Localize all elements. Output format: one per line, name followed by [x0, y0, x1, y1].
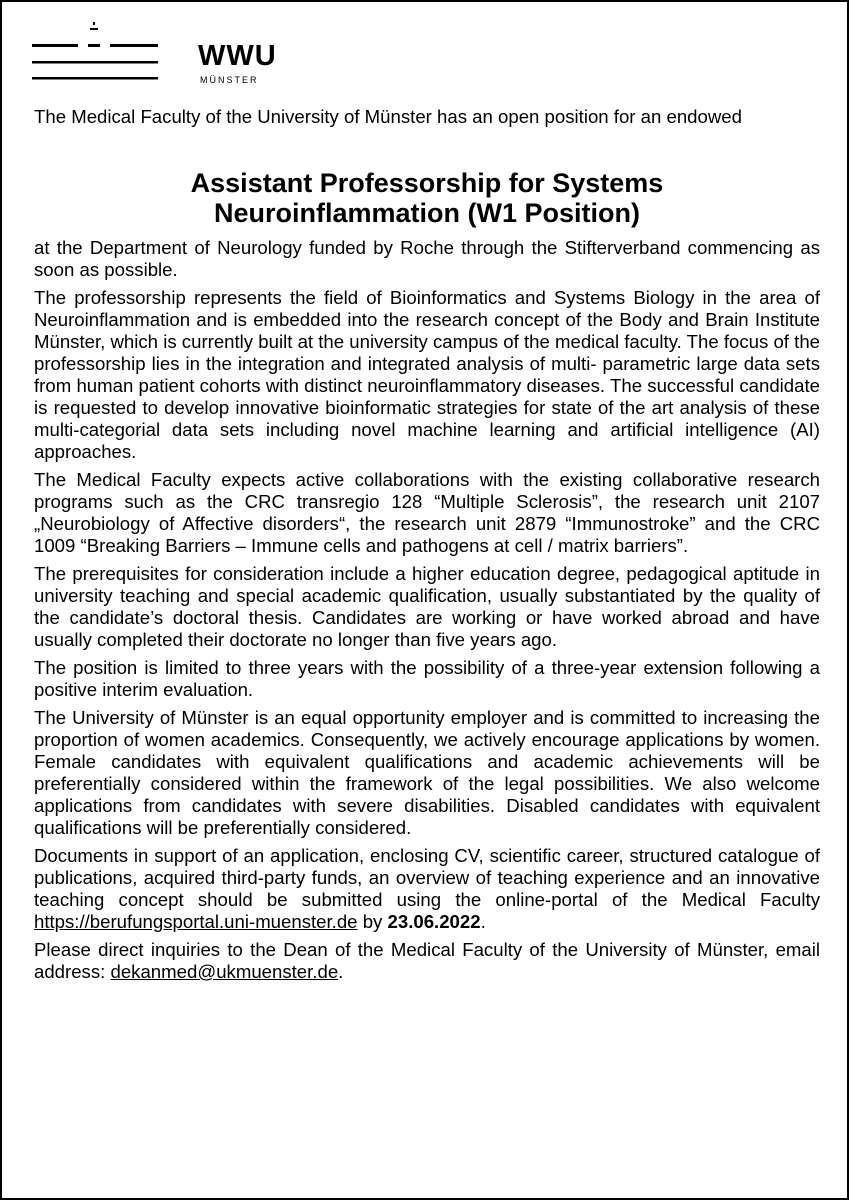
paragraph-application: [34, 845, 820, 933]
paragraph-field: The professorship represents the field of Bioinformatics and Systems Biology in the area of Neuroinflammation and is embedded into the research concept of the Body and Brain Institute Münster, which is currently built at the university campus of the medical faculty. The focus of the professorship lies in the integration and integrated analysis of multi- parametric large data sets from human patient cohorts with distinct neuroinflammatory diseases. The successful candidate is requested to develop innovative bioinformatic strategies for state of the art analysis of these multi-categorial data sets including novel machine learning and artificial intelligence (AI) approaches.: [34, 287, 820, 462]
paragraph-duration: The position is limited to three years with the possibility of a three-year extension following a positive interim evaluation.: [34, 657, 820, 700]
contact-email-link[interactable]: dekanmed@ukmuenster.de: [110, 961, 339, 982]
contact-text: Please direct inquiries to the Dean of the Medical Faculty of the University of Münster, email address:: [34, 939, 820, 982]
wwu-logo: [30, 16, 277, 88]
application-deadline: 23.06.2022: [387, 911, 481, 932]
logo-wordmark: WWU: [198, 40, 277, 72]
paragraph-department: at the Department of Neurology funded by Roche through the Stifterverband commencing as soon as possible.: [34, 237, 820, 280]
paragraph-prerequisites: The prerequisites for consideration include a higher education degree, pedagogical aptitude in university teaching and special academic qualification, usually substantiated by the quality of the candidate’s doctoral thesis. Candidates are working or have worked abroad and have usually completed their doctorate no longer than five years ago.: [34, 563, 820, 650]
paragraph-contact: [34, 939, 820, 983]
position-title: [34, 168, 820, 228]
advertisement-body: [34, 237, 820, 989]
title-line-2: Neuroinflammation (W1 Position): [213, 198, 640, 228]
intro-text: The Medical Faculty of the University of Münster has an open position for an endowed: [34, 106, 742, 127]
contact-period: .: [338, 961, 344, 982]
application-portal-link[interactable]: https://berufungsportal.uni-muenster.de: [34, 911, 358, 932]
logo-subtitle: MÜNSTER: [200, 75, 259, 85]
application-by-text: by: [357, 911, 388, 932]
application-period: .: [480, 911, 486, 932]
application-text: Documents in support of an application, enclosing CV, scientific career, structured catalogue of publications, acquired third-party funds, an overview of teaching experience and an innovative teaching concept should be submitted using the online-portal of the Medical Faculty: [34, 845, 820, 910]
paragraph-collaborations: The Medical Faculty expects active collaborations with the existing collaborative research programs such as the CRC transregio 128 “Multiple Sclerosis”, the research unit 2107 „Neurobiology of Affective disorders“, the research unit 2879 “Immunostroke” and the CRC 1009 “Breaking Barriers – Immune cells and pathogens at cell / matrix barriers”.: [34, 469, 820, 556]
paragraph-equal-opportunity: The University of Münster is an equal opportunity employer and is committed to increasing the proportion of women academics. Consequently, we actively encourage applications by women. Female candidates with equivalent qualifications and academic achievements will be preferentially considered within the framework of the legal possibilities. We also welcome applications from candidates with severe disabilities. Disabled candidates with equivalent qualifications will be preferentially considered.: [34, 707, 820, 838]
title-line-1: Assistant Professorship for Systems: [190, 168, 664, 198]
